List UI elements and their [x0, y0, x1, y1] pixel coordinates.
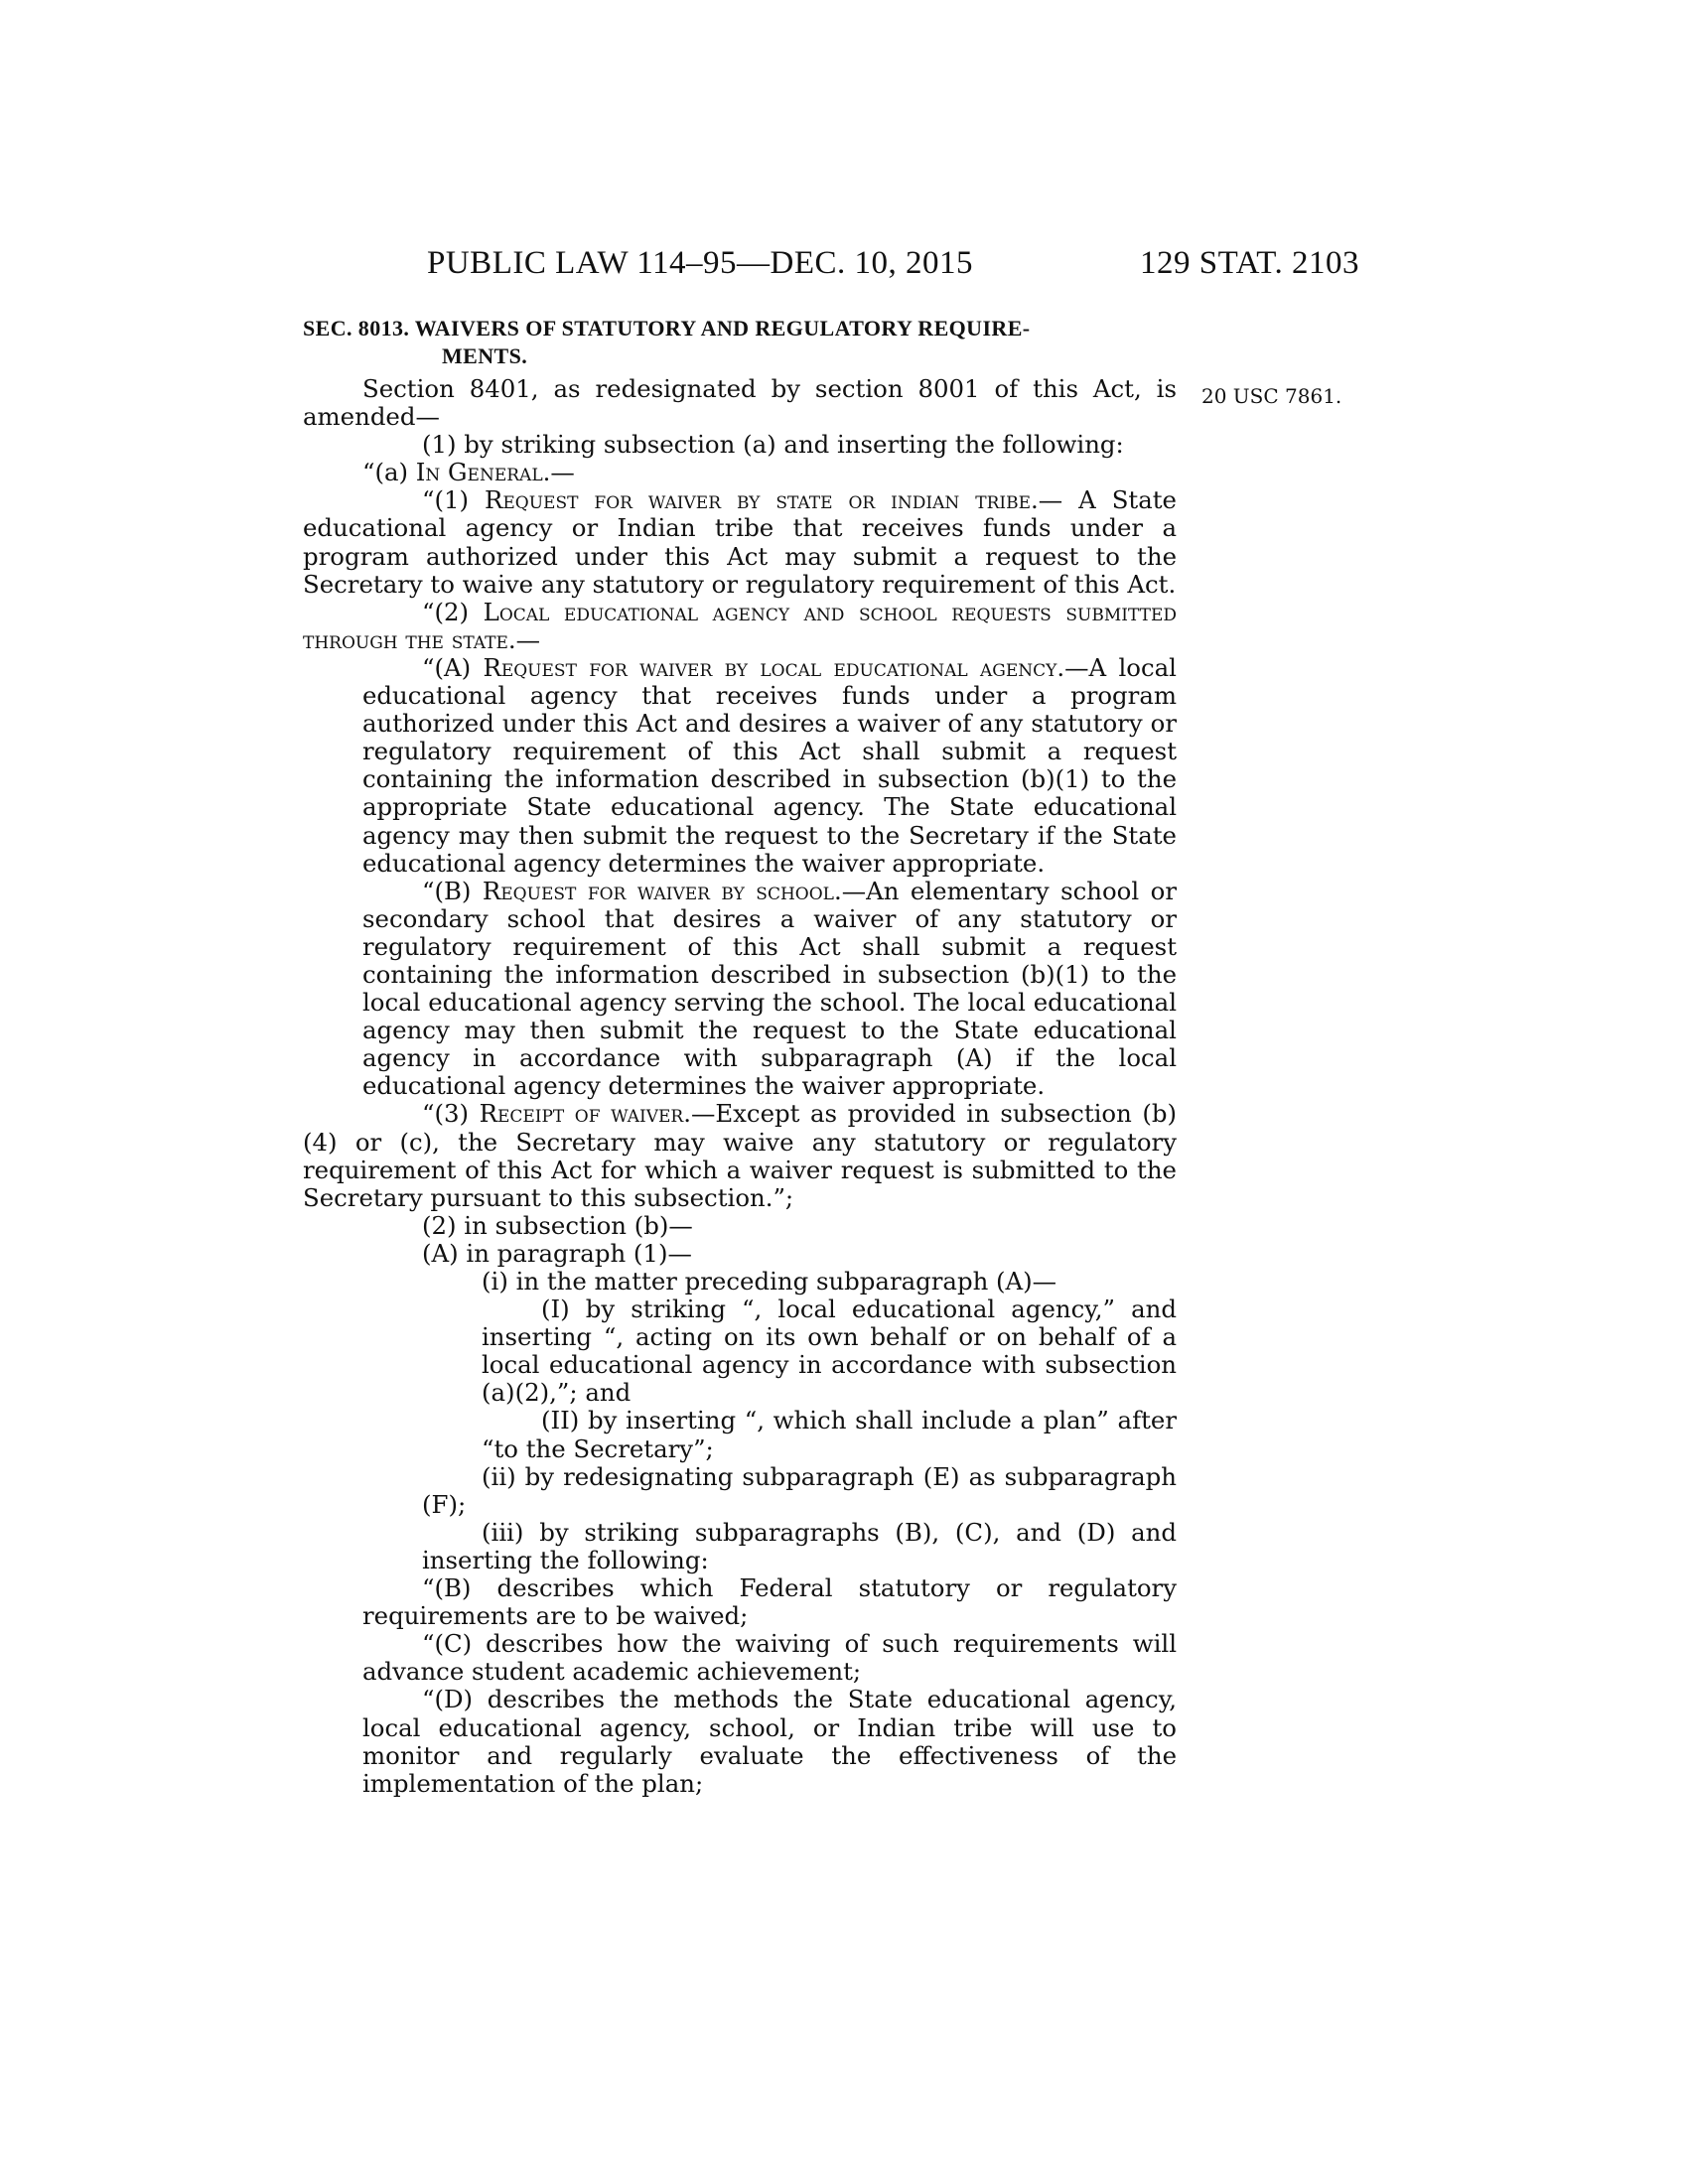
usc-margin-note: 20 USC 7861.	[1201, 384, 1342, 408]
paragraph-request-lea	[303, 654, 1177, 878]
paragraph-caption: Request for waiver by local educational agency.	[483, 652, 1065, 682]
paragraph-amendment-1: (1) by striking subsection (a) and inserting the following:	[422, 430, 1124, 460]
paragraph-caption: Request for waiver by state or indian tribe.—	[485, 485, 1063, 515]
paragraph-text: A State educational agency or Indian tribe that receives funds under a program authorized under this Act may submit a request to the Secretary to waive any statutory or regulatory requirement of this Act.	[303, 485, 1177, 599]
section-heading	[303, 315, 1177, 370]
paragraph-text: —An elementary school or secondary school that desires a waiver of any statutory or regulatory requirement of this Act shall submit a request containing the information described in subsection (b)(1) to the local educational agency serving the school. The local educational agency may then submit the request to the State educational agency in accordance with subparagraph (A) if the local educational agency determines the waiver appropriate.	[362, 876, 1178, 1101]
paragraph-inserted-B: “(B) describes which Federal statutory or regulatory requirements are to be waived;	[362, 1573, 1177, 1631]
paragraph-prefix: “(a)	[362, 458, 416, 487]
paragraph-prefix: “(2)	[422, 597, 484, 626]
paragraph-clause-iii: (iii) by striking subparagraphs (B), (C), and (D) and inserting the following:	[422, 1517, 1177, 1574]
paragraph-clause-i: (i) in the matter preceding subparagraph (A)—	[482, 1267, 1057, 1296]
section-heading-line-1: SEC. 8013. WAIVERS OF STATUTORY AND REGULATORY REQUIRE-	[303, 316, 1031, 341]
paragraph-request-state-tribe	[303, 486, 1177, 598]
section-body	[303, 375, 1177, 1798]
paragraph-prefix: “(A)	[422, 652, 484, 682]
paragraph-prefix: “(3)	[422, 1099, 480, 1129]
paragraph-prefix: “(1)	[422, 485, 485, 515]
paragraph-caption: Local educational agency and school requests submitted through the state.—	[303, 597, 1177, 654]
header-title: PUBLIC LAW 114–95—DEC. 10, 2015	[427, 245, 974, 281]
paragraph-clause-ii: (ii) by redesignating subparagraph (E) as subparagraph (F);	[422, 1461, 1177, 1519]
paragraph-amendment-2a: (A) in paragraph (1)—	[422, 1238, 692, 1268]
section-heading-line-2: MENTS.	[442, 343, 528, 368]
paragraph-caption: Receipt of waiver.	[479, 1099, 691, 1129]
paragraph-intro: Section 8401, as redesignated by section 8001 of this Act, is amended—	[303, 374, 1177, 432]
statute-page-number: 129 STAT. 2103	[1140, 245, 1360, 281]
paragraph-lea-school-requests	[303, 599, 1177, 654]
paragraph-request-school	[303, 878, 1177, 1101]
paragraph-caption: In General.—	[415, 458, 575, 487]
paragraph-inserted-D: “(D) describes the methods the State educational agency, local educational agency, school, or Indian tribe will use to monitor and regularly evaluate the effectiveness of the implementation of the plan;	[362, 1685, 1177, 1798]
paragraph-subclause-I: (I) by striking “, local educational agency,” and inserting “, acting on its own behalf or on behalf of a local educational agency in accordance with subsection (a)(2),”; and	[482, 1295, 1177, 1408]
paragraph-in-general	[303, 459, 1177, 486]
paragraph-text: —Except as provided in subsection (b)(4) or (c), the Secretary may waive any statutory or regulatory requirement of this Act for which a waiver request is submitted to the Secretary pursuant to this subsection.”;	[303, 1099, 1177, 1212]
paragraph-subclause-II: (II) by inserting “, which shall include a plan” after “to the Secretary”;	[482, 1406, 1177, 1463]
page-header	[0, 245, 1688, 289]
paragraph-text: —A local educational agency that receives funds under a program authorized under this Act and desires a waiver of any statutory or regulatory requirement of this Act shall submit a request containing the information described in subsection (b)(1) to the appropriate State educational agency. The State educational agency may then submit the request to the Secretary if the State educational agency determines the waiver appropriate.	[362, 652, 1177, 878]
paragraph-prefix: “(B)	[422, 876, 483, 905]
paragraph-amendment-2: (2) in subsection (b)—	[422, 1210, 693, 1240]
paragraph-receipt-of-waiver	[303, 1100, 1177, 1211]
paragraph-inserted-C: “(C) describes how the waiving of such requirements will advance student academic achievement;	[362, 1629, 1177, 1687]
paragraph-caption: Request for waiver by school.	[482, 876, 842, 905]
